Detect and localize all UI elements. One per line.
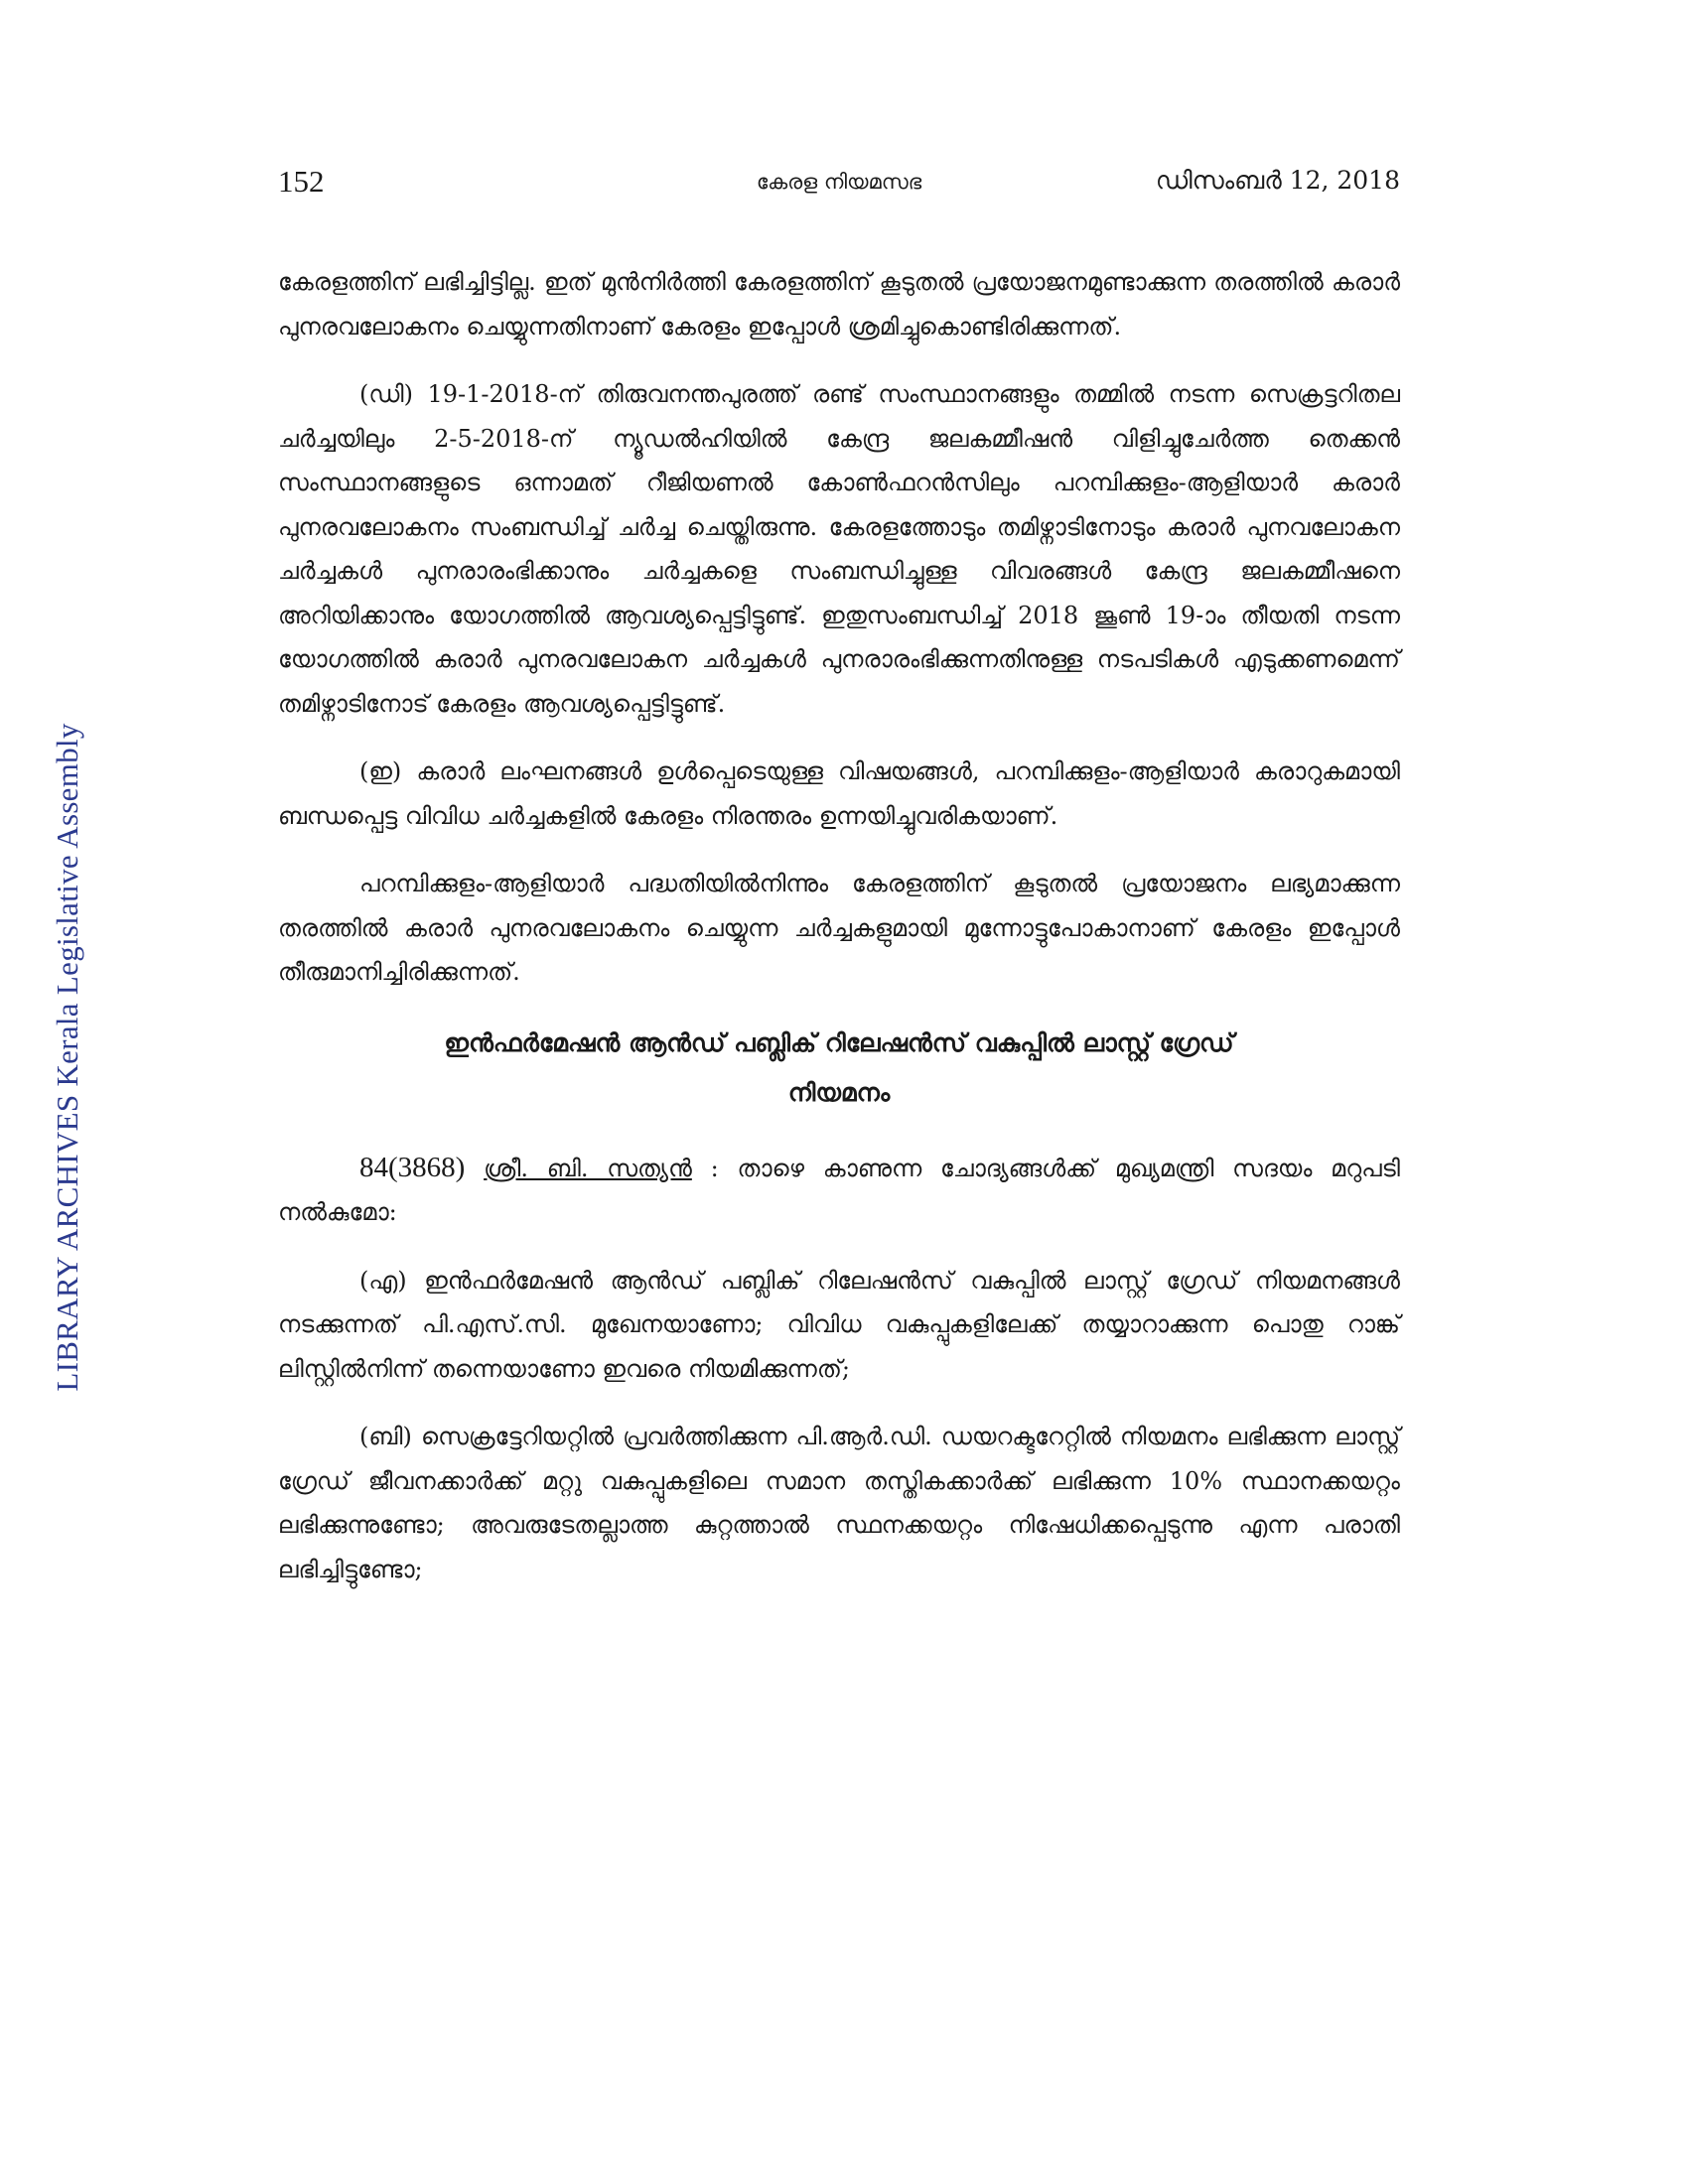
paragraph-answer-d: (ഡി) 19-1-2018-ന് തിരുവനന്തപുരത്ത് രണ്ട് സംസ്ഥാനങ്ങളും തമ്മിൽ നടന്ന സെക്രട്ടറിതല ചർച്ചയിലും 2-5-2018-ന് ന്യൂഡൽഹിയിൽ കേന്ദ്ര ജലകമ്മീഷൻ വിളിച്ചുചേർത്ത തെക്കൻ സംസ്ഥാനങ്ങളുടെ ഒന്നാമത് റീജിയണൽ കോൺഫറൻസിലും പറമ്പിക്കുളം-ആളിയാർ കരാർ പുനരവലോകനം സംബന്ധിച്ച് ചർച്ച ചെയ്തിരുന്നു. കേരളത്തോടും തമിഴ്നാടിനോടും കരാർ പുനവലോകന ചർച്ചകൾ പുനരാരംഭിക്കാനും ചർച്ചകളെ സംബന്ധിച്ചുള്ള വിവരങ്ങൾ കേന്ദ്ര ജലകമ്മീഷനെ അറിയിക്കാനും യോഗത്തിൽ ആവശ്യപ്പെട്ടിട്ടുണ്ട്. ഇതുസംബന്ധിച്ച് 2018 ജൂൺ 19-ാം തീയതി നടന്ന യോഗത്തിൽ കരാർ പുനരവലോകന ചർച്ചകൾ പുനരാരംഭിക്കുന്നതിനുള്ള നടപടികൾ എടുക്കണമെന്ന് തമിഴ്നാടിനോട് കേരളം ആവശ്യപ്പെട്ടിട്ടുണ്ട്. (278, 380, 1400, 718)
section-heading (278, 1019, 1400, 1118)
page-number: 152 (278, 164, 325, 199)
question-member: ശ്രീ. ബി. സത്യൻ (484, 1154, 692, 1182)
paragraph-conclusion: പറമ്പിക്കുളം-ആളിയാർ പദ്ധതിയിൽനിന്നും കേരളത്തിന് കൂടുതൽ പ്രയോജനം ലഭ്യമാക്കുന്ന തരത്തിൽ കരാർ പുനരവലോകനം ചെയ്യുന്ന ചർച്ചകളുമായി മുന്നോട്ടുപോകാനാണ് കേരളം ഇപ്പോൾ തീരുമാനിച്ചിരിക്കുന്നത്. (278, 870, 1400, 986)
question-text: : താഴെ കാണുന്ന ചോദ്യങ്ങൾക്ക് മുഖ്യമന്ത്രി സദയം മറുപടി നൽകുമോ: (278, 1154, 1400, 1226)
header-date: ഡിസംബർ 12, 2018 (1155, 166, 1400, 195)
section-heading-line-1: ഇൻഫർമേഷൻ ആൻഡ് പബ്ലിക് റിലേഷൻസ് വകുപ്പിൽ ലാസ്റ്റ് ഗ്രേഡ് (444, 1027, 1234, 1057)
question-intro (278, 1146, 1400, 1235)
paragraph-continuation: കേരളത്തിന് ലഭിച്ചിട്ടില്ല. ഇത് മുൻനിർത്തി കേരളത്തിന് കൂടുതൽ പ്രയോജനമുണ്ടാക്കുന്ന തരത്തിൽ കരാർ പുനരവലോകനം ചെയ്യുന്നതിനാണ് കേരളം ഇപ്പോൾ ശ്രമിച്ചുകൊണ്ടിരിക്കുന്നത്. (278, 268, 1400, 341)
section-heading-line-2: നിയമനം (787, 1077, 891, 1107)
question-number: 84(3868) (359, 1151, 466, 1183)
question-part-b: (ബി) സെക്രട്ടേറിയറ്റിൽ പ്രവർത്തിക്കുന്ന പി.ആർ.ഡി. ഡയറക്ടറേറ്റിൽ നിയമനം ലഭിക്കുന്ന ലാസ്റ്റ് ഗ്രേഡ് ജീവനക്കാർക്ക് മറ്റു വകുപ്പുകളിലെ സമാന തസ്തികക്കാർക്ക് ലഭിക്കുന്ന 10% സ്ഥാനക്കയറ്റം ലഭിക്കുന്നുണ്ടോ; അവരുടേതല്ലാത്ത കുറ്റത്താൽ സ്ഥനക്കയറ്റം നിഷേധിക്കപ്പെടുന്നു എന്ന പരാതി ലഭിച്ചിട്ടുണ്ടോ; (278, 1423, 1400, 1583)
question-part-a: (എ) ഇൻഫർമേഷൻ ആൻഡ് പബ്ലിക് റിലേഷൻസ് വകുപ്പിൽ ലാസ്റ്റ് ഗ്രേഡ് നിയമനങ്ങൾ നടക്കുന്നത് പി.എസ്.സി. മുഖേനയാണോ; വിവിധ വകുപ്പുകളിലേക്ക് തയ്യാറാക്കുന്ന പൊതു റാങ്ക് ലിസ്റ്റിൽനിന്ന് തന്നെയാണോ ഇവരെ നിയമിക്കുന്നത്; (278, 1266, 1400, 1383)
page-content (278, 260, 1400, 1615)
running-title: കേരള നിയമസഭ (756, 170, 922, 194)
page-header (278, 164, 1400, 213)
paragraph-answer-e: (ഇ) കരാർ ലംഘനങ്ങൾ ഉൾപ്പെടെയുള്ള വിഷയങ്ങൾ, പറമ്പിക്കുളം-ആളിയാർ കരാറുകമായി ബന്ധപ്പെട്ട വിവിധ ചർച്ചകളിൽ കേരളം നിരന്തരം ഉന്നയിച്ചുവരികയാണ്. (278, 757, 1400, 830)
archive-watermark: LIBRARY ARCHIVES Kerala Legislative Assembly (50, 723, 84, 1392)
